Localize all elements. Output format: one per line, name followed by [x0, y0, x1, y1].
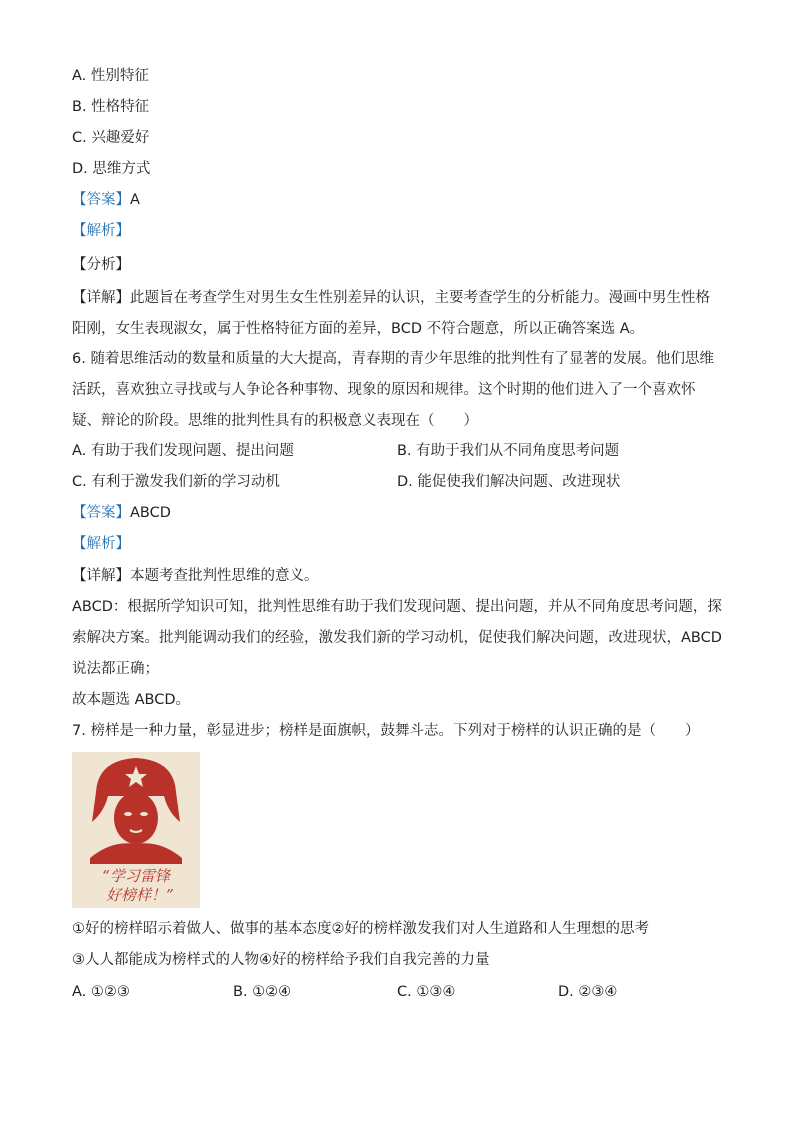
q5-option-c: C. 兴趣爱好 — [72, 130, 150, 146]
q5-answer — [72, 190, 140, 210]
q7-stem: 7. 榜样是一种力量，彰显进步；榜样是面旗帜，鼓舞斗志。下列对于榜样的认识正确的是（ ） — [72, 723, 700, 739]
q5-analysis-tag — [72, 221, 130, 241]
q6-answer — [72, 503, 171, 523]
q6-analysis-tag — [72, 534, 130, 554]
q6-option-c: C. 有利于激发我们新的学习动机 — [72, 474, 280, 490]
poster-slogan-line2: 好榜样！” — [106, 886, 174, 904]
q6-conclusion: 故本题选 ABCD。 — [72, 692, 191, 708]
q7-statement-1: ①好的榜样昭示着做人、做事的基本态度②好的榜样激发我们对人生道路和人生理想的思考 — [72, 921, 649, 937]
fenxi-tag: 【分析】 — [72, 257, 130, 273]
q6-detail — [72, 566, 319, 586]
answer-tag: 【答案】 — [72, 192, 130, 208]
lei-feng-poster — [72, 752, 200, 908]
q5-detail — [72, 283, 722, 345]
analysis-tag: 【解析】 — [72, 536, 130, 552]
q5-fenxi-tag — [72, 255, 130, 275]
answer-value: A — [130, 192, 140, 208]
detail-text: 此题旨在考查学生对男生女生性别差异的认识，主要考查学生的分析能力。漫画中男生性格阳刚，女生表现淑女，属于性格特征方面的差异，BCD 不符合题意，所以正确答案选 A。 — [72, 290, 710, 337]
detail-tag: 【详解】 — [72, 568, 130, 584]
analysis-tag: 【解析】 — [72, 223, 130, 239]
q5-option-b: B. 性格特征 — [72, 99, 150, 115]
q5-option-a: A. 性别特征 — [72, 68, 149, 84]
detail-text: 本题考查批判性思维的意义。 — [130, 568, 319, 584]
answer-tag: 【答案】 — [72, 505, 130, 521]
q6-stem: 6. 随着思维活动的数量和质量的大大提高，青春期的青少年思维的批判性有了显著的发展。他们思维活跃，喜欢独立寻找或与人争论各种事物、现象的原因和规律。这个时期的他们进入了一个喜欢怀疑、辩论的阶段。思维的批判性具有的积极意义表现在（ ） — [72, 351, 714, 429]
q6-option-d: D. 能促使我们解决问题、改进现状 — [397, 474, 621, 490]
q7-option-c: C. ①③④ — [397, 984, 456, 1000]
q6-option-a: A. 有助于我们发现问题、提出问题 — [72, 443, 294, 459]
q7-statement-2: ③人人都能成为榜样式的人物④好的榜样给予我们自我完善的力量 — [72, 952, 490, 968]
poster-slogan-line1: “学习雷锋 — [102, 867, 170, 885]
answer-value: ABCD — [130, 505, 171, 521]
q6-explain: ABCD：根据所学知识可知，批判性思维有助于我们发现问题、提出问题，并从不同角度思考问题，探索解决方案。批判能调动我们的经验，激发我们新的学习动机，促使我们解决问题，改进现状，ABCD 说法都正确； — [72, 599, 722, 677]
poster-illustration — [72, 752, 200, 908]
q7-option-b: B. ①②④ — [233, 984, 292, 1000]
q7-option-a: A. ①②③ — [72, 984, 130, 1000]
q7-option-d: D. ②③④ — [558, 984, 618, 1000]
q5-option-d: D. 思维方式 — [72, 161, 151, 177]
q6-option-b: B. 有助于我们从不同角度思考问题 — [397, 443, 620, 459]
detail-tag: 【详解】 — [72, 290, 130, 306]
